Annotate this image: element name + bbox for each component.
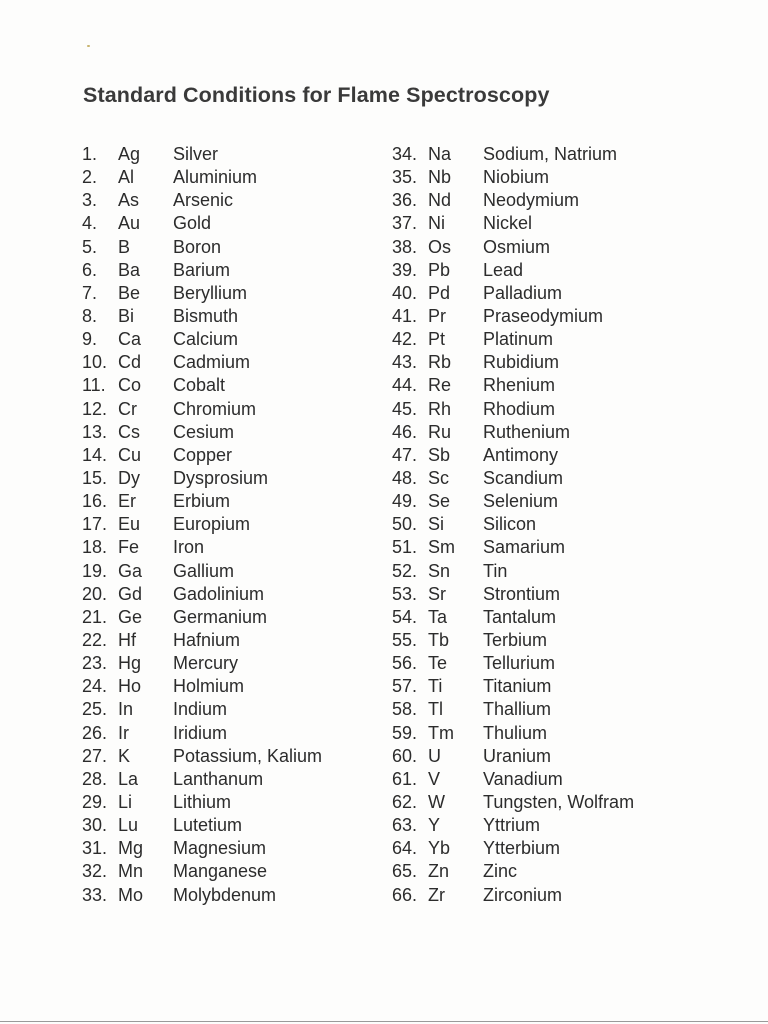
element-name: Nickel xyxy=(483,213,533,234)
element-number: 34. xyxy=(392,144,418,164)
element-name: Barium xyxy=(173,259,231,280)
element-symbol: Ba xyxy=(118,259,141,280)
element-number: 14. xyxy=(82,444,108,465)
element-symbol: Dy xyxy=(118,467,140,488)
element-symbol: Rb xyxy=(428,352,452,373)
element-number: 8. xyxy=(82,305,98,326)
element-symbol: Ru xyxy=(428,421,452,442)
element-number: 30. xyxy=(82,815,108,836)
element-name: Cesium xyxy=(173,421,235,442)
element-symbol: Sn xyxy=(428,560,451,581)
element-number: 52. xyxy=(392,560,418,581)
element-name: Samarium xyxy=(483,537,566,558)
element-number: 16. xyxy=(82,491,108,512)
element-name: Erbium xyxy=(173,491,231,512)
element-name: Thallium xyxy=(483,699,552,720)
element-number: 35. xyxy=(392,167,418,188)
element-symbol: Os xyxy=(428,236,452,257)
element-symbol: Yb xyxy=(428,838,451,859)
element-number: 65. xyxy=(392,861,418,882)
element-name: Selenium xyxy=(483,491,559,512)
element-symbol: Co xyxy=(118,375,142,396)
element-number: 33. xyxy=(82,884,108,905)
page-title: Standard Conditions for Flame Spectroscopy xyxy=(83,83,550,107)
element-name: Boron xyxy=(173,236,222,257)
element-number: 28. xyxy=(82,768,108,789)
element-name: Osmium xyxy=(483,236,550,257)
element-name: Terbium xyxy=(483,629,548,650)
element-name: Dysprosium xyxy=(173,467,269,488)
element-symbol: Gd xyxy=(118,583,143,604)
element-symbol: As xyxy=(118,190,140,211)
element-symbol: Rh xyxy=(428,398,452,419)
element-symbol: Hg xyxy=(118,653,142,674)
element-symbol: Ca xyxy=(118,329,142,350)
element-number: 62. xyxy=(392,791,418,812)
element-number: 20. xyxy=(82,583,108,604)
element-name: Bismuth xyxy=(173,305,239,326)
element-symbol: Cr xyxy=(118,398,137,419)
element-symbol: Cu xyxy=(118,444,142,465)
element-name: Scandium xyxy=(483,467,564,488)
element-number: 21. xyxy=(82,606,108,627)
element-name: Beryllium xyxy=(173,282,248,303)
element-name: Calcium xyxy=(173,329,239,350)
element-number: 19. xyxy=(82,560,108,581)
element-number: 17. xyxy=(82,514,108,535)
element-name: Tellurium xyxy=(483,653,556,674)
element-name: Aluminium xyxy=(173,167,258,188)
element-number: 27. xyxy=(82,745,108,766)
element-symbol: Zr xyxy=(428,884,445,905)
element-symbol: Ta xyxy=(428,606,448,627)
element-number: 60. xyxy=(392,745,418,766)
element-symbol: Si xyxy=(428,514,445,535)
element-symbol: Er xyxy=(118,491,136,512)
element-number: 38. xyxy=(392,236,418,257)
element-number: 55. xyxy=(392,629,418,650)
element-number: 26. xyxy=(82,722,108,743)
element-name: Indium xyxy=(173,699,228,720)
element-name: Iron xyxy=(173,537,205,558)
element-number: 24. xyxy=(82,676,108,697)
element-number: 29. xyxy=(82,791,108,812)
element-symbol: Cd xyxy=(118,352,142,373)
element-name: Tantalum xyxy=(483,606,557,627)
element-name: Gold xyxy=(173,213,212,234)
element-name: Palladium xyxy=(483,282,563,303)
element-number: 31. xyxy=(82,838,108,859)
element-symbol: Re xyxy=(428,375,452,396)
element-name: Zirconium xyxy=(483,884,563,905)
element-name: Manganese xyxy=(173,861,268,882)
element-symbol: Ge xyxy=(118,606,143,627)
element-name: Platinum xyxy=(483,329,554,350)
element-symbol: K xyxy=(118,745,131,766)
element-number: 58. xyxy=(392,699,418,720)
element-number: 53. xyxy=(392,583,418,604)
element-symbol: Ga xyxy=(118,560,143,581)
element-name: Arsenic xyxy=(173,190,234,211)
element-number: 50. xyxy=(392,514,418,535)
element-symbol: Sc xyxy=(428,467,450,488)
element-number: 64. xyxy=(392,838,418,859)
element-symbol: Y xyxy=(428,815,441,836)
element-number: 37. xyxy=(392,213,418,234)
element-name: Hafnium xyxy=(173,629,241,650)
element-symbol: Sm xyxy=(428,537,455,558)
element-symbol: Hf xyxy=(118,629,136,650)
element-name: Strontium xyxy=(483,583,561,604)
element-symbol: La xyxy=(118,768,139,789)
element-symbol: Na xyxy=(428,144,452,164)
element-name: Zinc xyxy=(483,861,518,882)
element-number: 22. xyxy=(82,629,108,650)
element-number: 6. xyxy=(82,259,98,280)
element-number: 15. xyxy=(82,467,108,488)
element-number: 40. xyxy=(392,282,418,303)
element-name: Neodymium xyxy=(483,190,580,211)
element-symbol: Sb xyxy=(428,444,451,465)
element-number: 48. xyxy=(392,467,418,488)
element-name: Ruthenium xyxy=(483,421,571,442)
element-symbol: Pb xyxy=(428,259,451,280)
element-symbol: Fe xyxy=(118,537,140,558)
element-name: Antimony xyxy=(483,444,559,465)
element-number: 63. xyxy=(392,815,418,836)
element-name: Gadolinium xyxy=(173,583,265,604)
element-number: 1. xyxy=(82,144,98,164)
element-name: Cobalt xyxy=(173,375,226,396)
element-number: 56. xyxy=(392,653,418,674)
element-name: Rhenium xyxy=(483,375,556,396)
element-number: 39. xyxy=(392,259,418,280)
element-name: Europium xyxy=(173,514,251,535)
element-name: Magnesium xyxy=(173,838,267,859)
element-name: Lutetium xyxy=(173,815,243,836)
element-name: Yttrium xyxy=(483,815,541,836)
element-symbol: B xyxy=(118,236,131,257)
element-symbol: Mg xyxy=(118,838,144,859)
element-number: 32. xyxy=(82,861,108,882)
element-symbol: Zn xyxy=(428,861,450,882)
element-name: Sodium, Natrium xyxy=(483,144,618,164)
element-symbol: Li xyxy=(118,791,133,812)
element-symbol: Eu xyxy=(118,514,141,535)
element-number: 13. xyxy=(82,421,108,442)
element-name: Lead xyxy=(483,259,524,280)
element-name: Tungsten, Wolfram xyxy=(483,791,635,812)
element-name: Potassium, Kalium xyxy=(173,745,323,766)
element-number: 10. xyxy=(82,352,108,373)
scan-speck xyxy=(87,45,90,47)
element-symbol: Nd xyxy=(428,190,452,211)
element-number: 42. xyxy=(392,329,418,350)
element-name: Silicon xyxy=(483,514,537,535)
element-name: Holmium xyxy=(173,676,245,697)
element-name: Ytterbium xyxy=(483,838,561,859)
element-number: 41. xyxy=(392,305,418,326)
element-number: 47. xyxy=(392,444,418,465)
element-symbol: V xyxy=(428,768,441,789)
element-number: 4. xyxy=(82,213,98,234)
element-number: 11. xyxy=(82,375,106,396)
element-symbol: W xyxy=(428,791,445,812)
element-number: 44. xyxy=(392,375,418,396)
element-name: Titanium xyxy=(483,676,552,697)
element-symbol: Ni xyxy=(428,213,445,234)
element-symbol: In xyxy=(118,699,134,720)
element-number: 23. xyxy=(82,653,108,674)
element-symbol: Ir xyxy=(118,722,129,743)
element-symbol: Se xyxy=(428,491,451,512)
element-name: Cadmium xyxy=(173,352,251,373)
element-symbol: Tb xyxy=(428,629,450,650)
element-symbol: Lu xyxy=(118,815,139,836)
element-symbol: Sr xyxy=(428,583,446,604)
element-name: Uranium xyxy=(483,745,552,766)
element-symbol: Cs xyxy=(118,421,140,442)
element-number: 25. xyxy=(82,699,108,720)
element-name: Germanium xyxy=(173,606,268,627)
page-bottom-edge xyxy=(0,1021,768,1022)
element-symbol: Mn xyxy=(118,861,144,882)
element-number: 36. xyxy=(392,190,418,211)
element-number: 45. xyxy=(392,398,418,419)
element-number: 7. xyxy=(82,282,98,303)
element-number: 2. xyxy=(82,167,98,188)
element-symbol: Tl xyxy=(428,699,443,720)
element-name: Vanadium xyxy=(483,768,563,789)
element-number: 3. xyxy=(82,190,98,211)
element-symbol: Ag xyxy=(118,144,141,164)
element-number: 51. xyxy=(392,537,418,558)
element-name: Tin xyxy=(483,560,508,581)
element-name: Lithium xyxy=(173,791,232,812)
element-number: 5. xyxy=(82,236,98,257)
element-name: Rhodium xyxy=(483,398,556,419)
element-name: Molybdenum xyxy=(173,884,277,905)
element-name: Copper xyxy=(173,444,233,465)
element-name: Niobium xyxy=(483,167,550,188)
element-number: 12. xyxy=(82,398,108,419)
element-number: 61. xyxy=(392,768,418,789)
element-name: Silver xyxy=(173,144,219,164)
element-name: Gallium xyxy=(173,560,235,581)
element-number: 9. xyxy=(82,329,98,350)
element-name: Thulium xyxy=(483,722,548,743)
element-name: Iridium xyxy=(173,722,228,743)
element-symbol: Au xyxy=(118,213,141,234)
element-symbol: Bi xyxy=(118,305,135,326)
element-number: 57. xyxy=(392,676,418,697)
element-name: Chromium xyxy=(173,398,257,419)
element-symbol: Pr xyxy=(428,305,446,326)
element-symbol: Tm xyxy=(428,722,454,743)
element-symbol: Ho xyxy=(118,676,142,697)
element-symbol: Be xyxy=(118,282,141,303)
element-symbol: Pt xyxy=(428,329,446,350)
element-number: 43. xyxy=(392,352,418,373)
element-symbol: Mo xyxy=(118,884,144,905)
element-symbol: Nb xyxy=(428,167,452,188)
element-number: 46. xyxy=(392,421,418,442)
element-number: 18. xyxy=(82,537,108,558)
element-symbol: Al xyxy=(118,167,135,188)
element-name: Lanthanum xyxy=(173,768,264,789)
element-symbol: U xyxy=(428,745,441,766)
element-symbol: Pd xyxy=(428,282,451,303)
element-name: Rubidium xyxy=(483,352,560,373)
element-name: Praseodymium xyxy=(483,305,604,326)
element-number: 54. xyxy=(392,606,418,627)
element-number: 59. xyxy=(392,722,418,743)
element-symbol: Te xyxy=(428,653,448,674)
element-symbol: Ti xyxy=(428,676,443,697)
element-number: 49. xyxy=(392,491,418,512)
element-name: Mercury xyxy=(173,653,239,674)
element-number: 66. xyxy=(392,884,418,905)
